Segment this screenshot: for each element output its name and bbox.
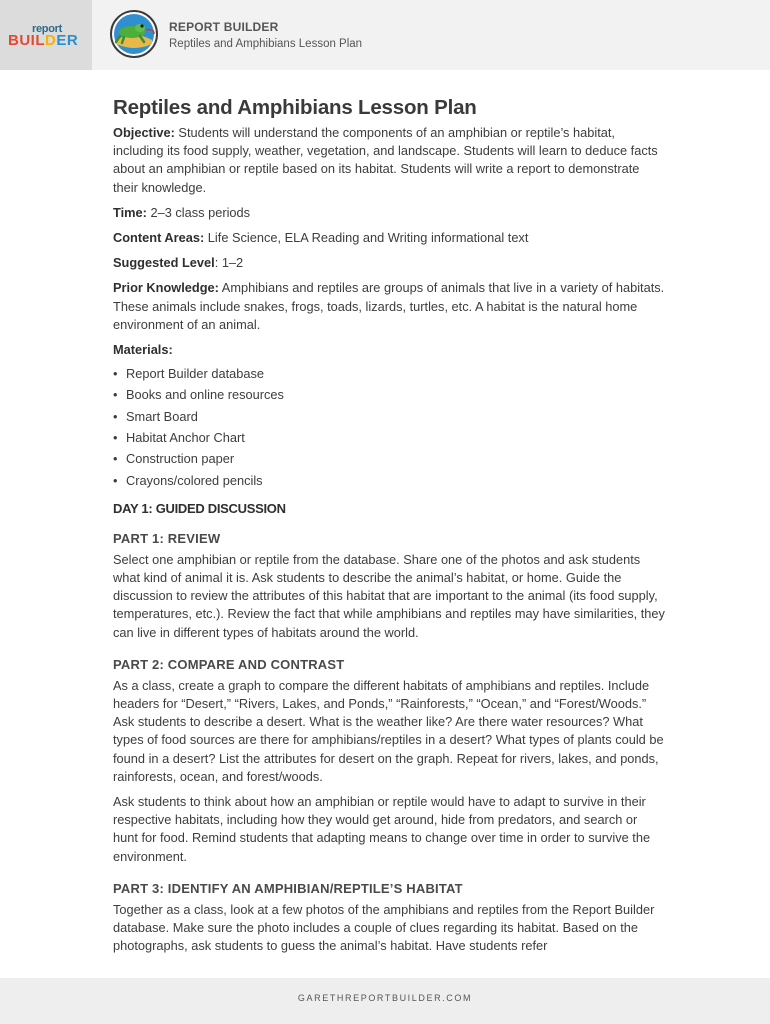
suggested-level-text: : 1–2 (214, 255, 244, 271)
logo-bottom-text (8, 32, 78, 49)
content-areas-text: Life Science, ELA Reading and Writing informational text (204, 230, 529, 246)
objective-label: Objective: (113, 125, 175, 140)
logo-part-1: BUIL (8, 32, 45, 49)
suggested-level-label: Suggested Level (113, 255, 215, 271)
prior-knowledge-label: Prior Knowledge: (113, 280, 219, 296)
list-item: • Smart Board (113, 406, 665, 427)
header-subtitle: Reptiles and Amphibians Lesson Plan (169, 38, 363, 50)
part3-heading: PART 3: IDENTIFY AN AMPHIBIAN/REPTILE’S HABITAT (113, 880, 463, 896)
list-item: • Report Builder database (113, 363, 665, 384)
lesson-plan-body (113, 95, 665, 969)
page-header (0, 0, 770, 70)
page-title: Reptiles and Amphibians Lesson Plan (113, 96, 477, 119)
materials-heading: Materials: (113, 342, 173, 358)
part2-text-2: Ask students to think about how an amphibian or reptile would have to adapt to survive in their respective habitats, including how they would get around, hide from predators, and search or hunt for food. Remind students that adapting means to change over time in order to survive the environment. (113, 794, 651, 864)
prior-knowledge-text: Amphibians and reptiles are groups of animals that live in a variety of habitats. These animals include snakes, frogs, toads, lizards, turtles, etc. A habitat is the natural home environment of an animal. (113, 280, 665, 332)
report-builder-logo (0, 0, 92, 70)
day1-heading: DAY 1: GUIDED DISCUSSION (113, 500, 286, 516)
part1-heading: PART 1: REVIEW (113, 530, 221, 546)
part1-text: Select one amphibian or reptile from the database. Share one of the photos and ask students what kind of animal it is. Ask students to describe the animal’s habitat, or home. Guide the discussion to review the attributes of this habitat that are important to the animal (its food supply, temperatures, etc.). Review the fact that while amphibians and reptiles may have similarities, they can live in different types of habitats around the world. (113, 551, 665, 640)
list-item: • Crayons/colored pencils (113, 470, 665, 491)
part2-section (113, 656, 665, 866)
page-footer (0, 978, 770, 1024)
list-item: • Construction paper (113, 448, 665, 469)
footer-url: GARETHREPORTBUILDER.COM (297, 993, 473, 1003)
frog-emblem-icon (110, 10, 158, 58)
part3-text: Together as a class, look at a few photos of the amphibians and reptiles from the Report Builder database. Make sure the photo includes a couple of clues regarding its habitat. Based on the photographs, ask students to guess the animal’s habitat. Have students refer (113, 901, 655, 954)
time-label: Time: (113, 204, 147, 220)
part3-section (113, 880, 665, 956)
logo-top-text: report (32, 23, 62, 35)
suggested-level-paragraph (113, 254, 665, 272)
materials-list (113, 363, 665, 491)
content-areas-label: Content Areas: (113, 230, 205, 246)
objective-text: Students will understand the components of an amphibian or reptile’s habitat, including its food supply, weather, vegetation, and landscape. Students will learn to deduce facts about an amphibian or reptile based on its habitat. Students will write a report to demonstrate their knowledge. (113, 125, 658, 195)
time-text: 2–3 class periods (146, 204, 251, 220)
content-areas-paragraph (113, 229, 665, 247)
time-paragraph (113, 204, 665, 222)
logo-part-2: D (45, 32, 57, 49)
logo-part-3: ER (56, 32, 79, 49)
list-item: • Books and online resources (113, 384, 665, 405)
part1-section (113, 530, 665, 642)
part2-text-1: As a class, create a graph to compare the different habitats of amphibians and reptiles. Include headers for “Desert,” “Rivers, Lakes, and Ponds,” “Rainforests,” “Ocean,” and “Forest/Woods.” Ask students to describe a desert. What is the weather like? Are there water resources? What types of food sources are there for amphibians/reptiles in a desert? What types of plants could be found in a desert? List the attributes for desert on the graph. Repeat for rivers, lakes, and ponds, rainforests, ocean, and forest/woods. (113, 677, 664, 784)
part2-heading: PART 2: COMPARE AND CONTRAST (113, 656, 345, 672)
list-item: • Habitat Anchor Chart (113, 427, 665, 448)
prior-knowledge-paragraph (113, 279, 665, 334)
objective-paragraph (113, 124, 665, 197)
header-title: REPORT BUILDER (169, 20, 279, 34)
